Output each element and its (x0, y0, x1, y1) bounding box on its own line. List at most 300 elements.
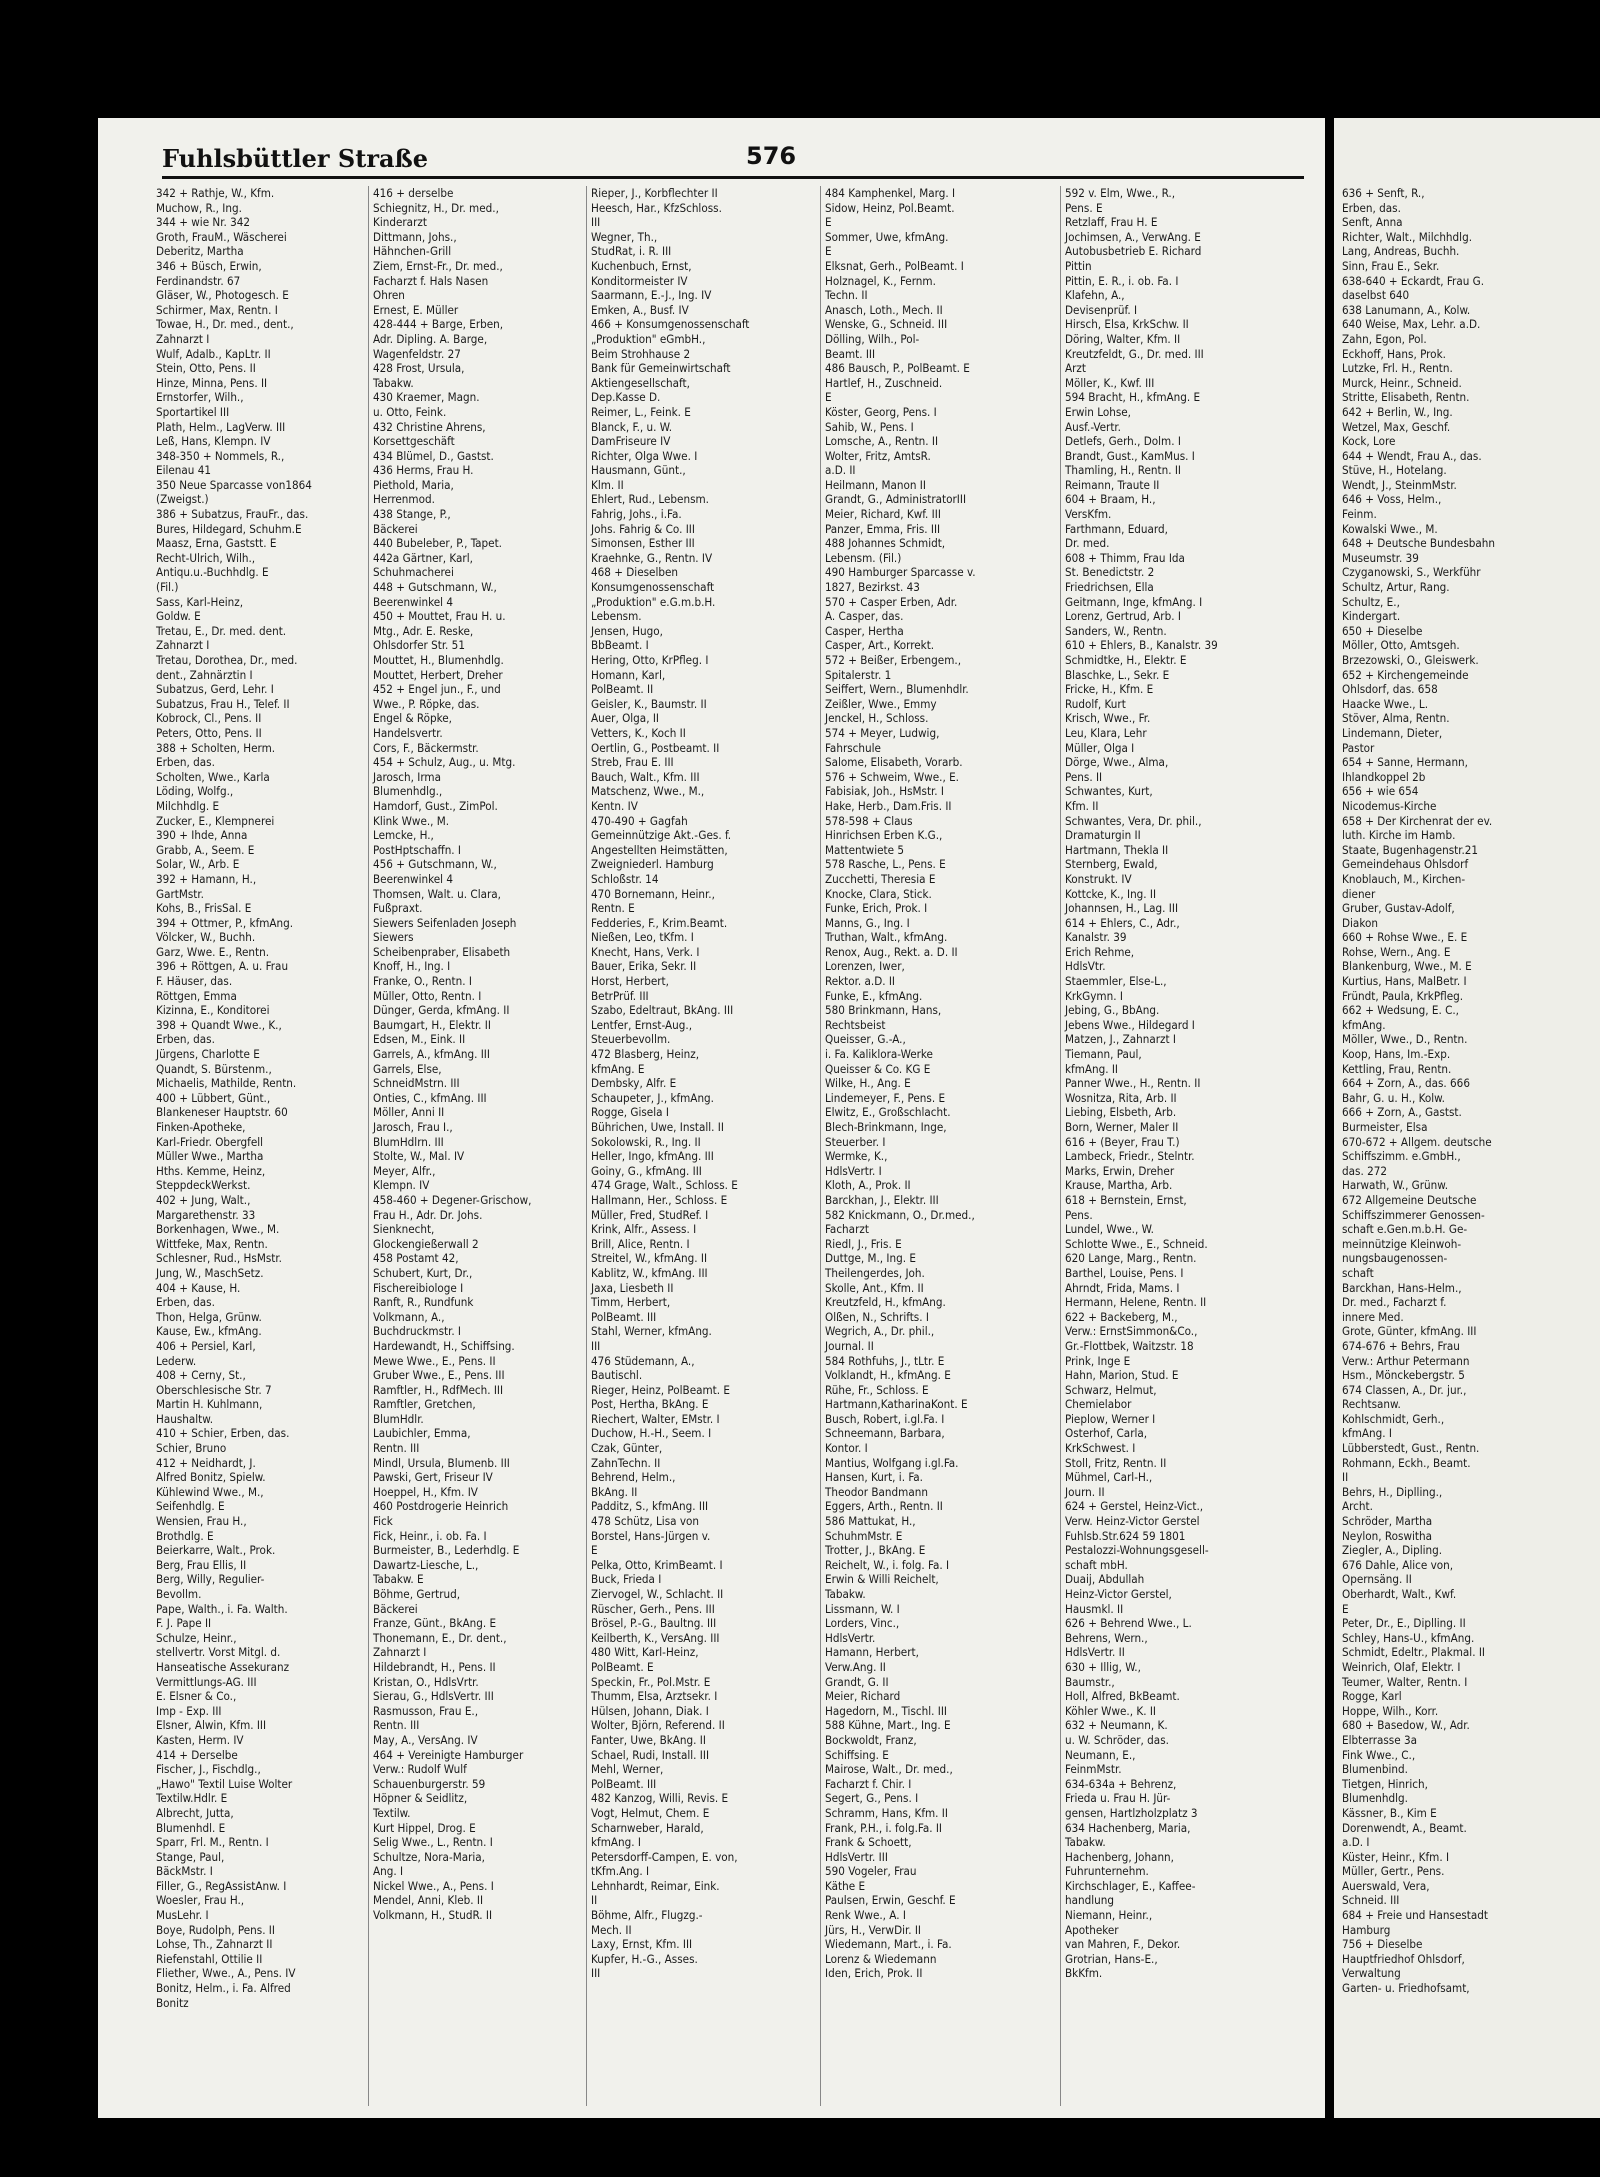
directory-entry: 644 + Wendt, Frau A., das. (1342, 448, 1482, 463)
directory-entry: Borkenhagen, Wwe., M. (156, 1222, 280, 1237)
directory-entry: HdlsVertr. II (1065, 1645, 1125, 1660)
directory-entry: Schultze, Nora-Maria, (373, 1849, 485, 1864)
directory-entry: II (591, 1893, 598, 1908)
directory-entry: Müller Wwe., Martha (156, 1149, 264, 1164)
directory-entry: 642 + Berlin, W., Ing. (1342, 404, 1453, 419)
directory-entry: Jarosch, Frau I., (373, 1120, 453, 1134)
directory-entry: 648 + Deutsche Bundesbahn (1342, 536, 1496, 551)
directory-entry: Cors, F., Bäckermstr. (373, 740, 479, 755)
directory-entry: Schaupeter, J., kfmAng. (591, 1090, 714, 1105)
directory-entry: 428-444 + Barge, Erben, (373, 317, 504, 332)
directory-entry: Bonitz (156, 1995, 189, 2010)
directory-entry: Lorders, Vinc., (825, 1616, 900, 1631)
directory-entry: „Hawo" Textil Luise Wolter (156, 1776, 293, 1791)
directory-entry: Pieplow, Werner I (1065, 1411, 1156, 1426)
directory-entry: Schirmer, Max, Rentn. I (156, 302, 278, 317)
directory-entry: Mouttet, Herbert, Dreher (373, 667, 503, 682)
directory-entry: Textilw.Hdlr. E (156, 1791, 228, 1806)
directory-entry: Duaij, Abdullah (1065, 1572, 1145, 1587)
directory-entry: Marks, Erwin, Dreher (1065, 1163, 1175, 1178)
directory-entry: (Zweigst.) (156, 492, 209, 507)
directory-entry: 576 + Schweim, Wwe., E. (825, 769, 959, 784)
directory-entry: Möller, Wwe., D., Rentn. (1342, 1032, 1468, 1047)
directory-entry: 588 Kühne, Mart., Ing. E (825, 1718, 951, 1733)
directory-entry: Stritte, Elisabeth, Rentn. (1342, 390, 1470, 405)
directory-entry: Kause, Ew., kfmAng. (156, 1324, 262, 1339)
directory-entry: Saarmann, E.-J., Ing. IV (591, 288, 712, 303)
directory-entry: Subatzus, Frau H., Telef. II (156, 696, 290, 711)
directory-entry: das. 272 (1342, 1163, 1387, 1178)
directory-entry: Lomsche, A., Rentn. II (825, 434, 939, 449)
directory-entry: Garrels, Else, (373, 1061, 442, 1076)
directory-entry: Böhme, Gertrud, (373, 1587, 461, 1601)
directory-entry: Mewe Wwe., E., Pens. II (373, 1353, 496, 1368)
directory-entry: „Produktion" eGmbH., (591, 331, 706, 346)
directory-entry: 586 Mattukat, H., (825, 1514, 916, 1529)
directory-entry: Pens. II (1065, 769, 1103, 784)
directory-entry: Scheibenpraber, Elisabeth (373, 944, 511, 959)
directory-entry: Streitel, W., kfmAng. II (591, 1251, 708, 1266)
directory-entry: E (825, 244, 832, 259)
directory-entry: F. Häuser, das. (156, 974, 233, 989)
directory-entry: Hausmkl. II (1065, 1601, 1124, 1616)
directory-entry: Klafehn, A., (1065, 288, 1125, 303)
directory-entry: Emken, A., Busf. IV (591, 302, 689, 317)
directory-entry: Neumann, E., (1065, 1747, 1136, 1762)
directory-entry: Schauenburgerstr. 59 (373, 1776, 486, 1791)
directory-entry: schaft mbH. (1065, 1557, 1128, 1572)
directory-entry: Scharnweber, Harald, (591, 1820, 704, 1835)
directory-entry: 640 Weise, Max, Lehr. a.D. (1342, 317, 1481, 332)
directory-entry: Journal. II (825, 1338, 874, 1353)
directory-entry: II (1342, 1470, 1349, 1485)
directory-entry: 474 Grage, Walt., Schloss. E (591, 1178, 738, 1193)
directory-entry: 486 Bausch, P., PolBeamt. E (825, 361, 970, 376)
directory-entry: Czyganowski, S., Werkführ (1342, 565, 1481, 580)
directory-entry: 410 + Schier, Erben, das. (156, 1426, 290, 1441)
directory-entry: 578-598 + Claus (825, 813, 913, 828)
directory-entry: VersKfm. (1065, 507, 1112, 522)
directory-entry: Panner Wwe., H., Rentn. II (1065, 1076, 1201, 1091)
directory-entry: Finken-Apotheke, (156, 1120, 246, 1134)
directory-entry: Fründt, Paula, KrkPfleg. (1342, 988, 1464, 1003)
directory-entry: Goiny, G., kfmAng. III (591, 1163, 702, 1178)
directory-entry: 412 + Neidhardt, J. (156, 1455, 256, 1470)
directory-entry: 438 Stange, P., (373, 507, 451, 522)
directory-entry: Müller, Gertr., Pens. (1342, 1864, 1445, 1879)
directory-entry: Rektor. a.D. II (825, 974, 896, 989)
directory-entry: Glockengießerwall 2 (373, 1236, 479, 1251)
directory-entry: Friedrichsen, Ella (1065, 580, 1154, 595)
directory-entry: 622 + Backeberg, M., (1065, 1309, 1178, 1324)
directory-entry: Kinderarzt (373, 215, 427, 230)
directory-page (98, 118, 1325, 2118)
directory-entry: 398 + Quandt Wwe., K., (156, 1017, 282, 1032)
directory-entry: Holznagel, K., Fernm. (825, 273, 936, 288)
directory-entry: Baumgart, H., Elektr. II (373, 1017, 491, 1032)
directory-entry: Mindl, Ursula, Blumenb. III (373, 1455, 510, 1470)
directory-entry: 392 + Hamann, H., (156, 871, 257, 886)
directory-entry: Zucker, E., Klempnerei (156, 813, 275, 828)
directory-entry: Brzezowski, O., Gleiswerk. (1342, 653, 1479, 667)
directory-entry: Adr. Dipling. A. Barge, (373, 331, 488, 346)
directory-entry: Sidow, Heinz, Pol.Beamt. (825, 200, 955, 215)
directory-entry: Dittmann, Johs., (373, 229, 457, 244)
directory-entry: Müller, Fred, StudRef. I (591, 1207, 709, 1222)
directory-entry: Oberschlesische Str. 7 (156, 1382, 272, 1397)
directory-entry: Barckhan, Hans-Helm., (1342, 1280, 1462, 1295)
directory-entry: Küster, Heinr., Kfm. I (1342, 1849, 1450, 1864)
directory-entry: Stein, Otto, Pens. II (156, 361, 256, 376)
directory-entry: Tietgen, Hinrich, (1342, 1776, 1428, 1791)
directory-entry: Schröder, Martha (1342, 1514, 1433, 1529)
directory-entry: Neylon, Roswitha (1342, 1528, 1432, 1543)
directory-entry: Kasten, Herm. IV (156, 1732, 244, 1747)
directory-entry: u. W. Schröder, das. (1065, 1732, 1169, 1747)
directory-entry: Bauch, Walt., Kfm. III (591, 769, 700, 784)
directory-entry: handlung (1065, 1893, 1114, 1908)
directory-entry: Kontor. I (825, 1441, 868, 1456)
directory-entry: Deberitz, Martha (156, 244, 244, 259)
directory-entry: 632 + Neumann, K. (1065, 1718, 1168, 1733)
directory-entry: Olßen, N., Schrifts. I (825, 1309, 929, 1324)
next-page-column (1334, 186, 1592, 2106)
directory-entry: Mehl, Werner, (591, 1762, 664, 1777)
directory-entry: 346 + Büsch, Erwin, (156, 258, 262, 273)
directory-entry: Schneid. III (1342, 1893, 1400, 1908)
directory-entry: Pastor (1342, 740, 1375, 755)
header-rule (162, 176, 1304, 179)
directory-entry: Lentfer, Ernst-Aug., (591, 1017, 693, 1032)
directory-entry: Casper, Hertha (825, 623, 904, 638)
directory-entry: Schramm, Hans, Kfm. II (825, 1805, 948, 1820)
directory-entry: Ohren (373, 288, 405, 303)
directory-entry: 638 Lanumann, A., Kolw. (1342, 302, 1471, 317)
directory-entry: Haushaltw. (156, 1411, 214, 1426)
directory-entry: 478 Schütz, Lisa von (591, 1514, 699, 1529)
directory-entry: Lebensm. (591, 609, 642, 624)
directory-entry: 652 + Kirchengemeinde (1342, 667, 1469, 682)
directory-entry: Hoppe, Wilh., Korr. (1342, 1703, 1439, 1718)
directory-entry: Hartmann,KatharinaKont. E (825, 1397, 968, 1412)
directory-entry: Tabakw. (1065, 1835, 1106, 1850)
directory-entry: Funke, E., kfmAng. (825, 988, 923, 1003)
directory-entry: HdlsVertr. III (825, 1849, 888, 1864)
directory-entry: SchuhmMstr. E (825, 1528, 903, 1543)
directory-entry: Nickel Wwe., A., Pens. I (373, 1878, 494, 1893)
directory-entry: Kottcke, K., Ing. II (1065, 886, 1157, 901)
directory-entry: 434 Blümel, D., Gastst. (373, 448, 494, 463)
directory-entry: Wosnitza, Rita, Arb. II (1065, 1090, 1177, 1105)
directory-entry: Eckhoff, Hans, Prok. (1342, 346, 1446, 361)
directory-entry: Lederw. (156, 1353, 197, 1368)
directory-entry: Vogt, Helmut, Chem. E (591, 1805, 710, 1820)
directory-entry: Röttgen, Emma (156, 988, 237, 1003)
directory-entry: Nicodemus-Kirche (1342, 798, 1437, 813)
directory-entry: Knoff, H., Ing. I (373, 959, 451, 974)
directory-entry: Ramftler, H., RdfMech. III (373, 1382, 504, 1397)
directory-entry: Kirchschlager, E., Kaffee- (1065, 1878, 1196, 1893)
directory-entry: Haacke Wwe., L. (1342, 696, 1429, 711)
directory-entry: Dölling, Wilh., Pol- (825, 331, 920, 346)
directory-entry: Prink, Inge E (1065, 1353, 1131, 1368)
directory-entry: E (1342, 1601, 1349, 1616)
directory-entry: Kloth, A., Prok. II (825, 1178, 911, 1193)
directory-entry: 490 Hamburger Sparcasse v. (825, 565, 976, 580)
directory-entry: Konditormeister IV (591, 273, 688, 288)
directory-entry: Engel & Röpke, (373, 711, 452, 726)
directory-entry: Kettling, Frau, Rentn. (1342, 1061, 1452, 1076)
directory-entry: 674-676 + Behrs, Frau (1342, 1338, 1460, 1353)
directory-entry: Panzer, Emma, Fris. III (825, 521, 941, 536)
directory-entry: III (591, 215, 601, 230)
directory-entry: Techn. II (825, 288, 868, 303)
directory-entry: 402 + Jung, Walt., (156, 1192, 251, 1207)
directory-entry: Mühmel, Carl-H., (1065, 1470, 1153, 1485)
directory-entry: Angestellten Heimstätten, (591, 842, 728, 857)
directory-entry: Beerenwinkel 4 (373, 871, 453, 886)
directory-entry: Woesler, Frau H., (156, 1893, 245, 1908)
directory-entry: Beamt. III (825, 346, 876, 361)
directory-entry: Beim Strohhause 2 (591, 346, 691, 361)
directory-entry: Fick (373, 1514, 393, 1529)
directory-entry: Garrels, A., kfmAng. III (373, 1047, 490, 1062)
directory-entry: a.D. II (825, 463, 856, 478)
directory-entry: Hamdorf, Gust., ZimPol. (373, 798, 498, 813)
directory-entry: 436 Herms, Frau H. (373, 463, 474, 478)
directory-entry: 638-640 + Eckardt, Frau G. (1342, 273, 1485, 288)
directory-entry: Möller, K., Kwf. III (1065, 375, 1155, 390)
directory-entry: Diakon (1342, 915, 1378, 930)
directory-entry: Zahn, Egon, Pol. (1342, 331, 1427, 346)
directory-entry: 440 Bubeleber, P., Tapet. (373, 536, 502, 551)
directory-entry: Dünger, Gerda, kfmAng. II (373, 1003, 510, 1018)
directory-entry: 666 + Zorn, A., Gastst. (1342, 1105, 1462, 1120)
directory-entry: Köhler Wwe., K. II (1065, 1703, 1156, 1718)
directory-entry: Kurtius, Hans, MalBetr. I (1342, 974, 1467, 989)
directory-entry: Dr. med. (1065, 536, 1110, 551)
directory-entry: Grandt, G., AdministratorIII (825, 492, 967, 507)
directory-entry: Jaxa, Liesbeth II (591, 1280, 674, 1295)
directory-entry: Franze, Günt., BkAng. E (373, 1616, 497, 1631)
directory-entry: Brösel, P.-G., Baultng. III (591, 1616, 717, 1631)
directory-entry: Plath, Helm., LagVerw. III (156, 419, 286, 434)
directory-entry: Thamling, H., Rentn. II (1065, 463, 1181, 478)
directory-entry: Tretau, E., Dr. med. dent. (156, 623, 287, 638)
directory-entry: Lang, Andreas, Buchh. (1342, 244, 1460, 259)
directory-entry: Wagenfeldstr. 27 (373, 346, 461, 361)
directory-entry: Osterhof, Carla, (1065, 1426, 1148, 1441)
directory-entry: Hauptfriedhof Ohlsdorf, (1342, 1951, 1465, 1966)
directory-entry: Duchow, H.-H., Seem. I (591, 1426, 712, 1441)
directory-entry: 608 + Thimm, Frau Ida (1065, 550, 1185, 565)
directory-entry: Senft, Anna (1342, 215, 1403, 230)
directory-entry: kfmAng. I (591, 1835, 641, 1850)
directory-entry: Ihlandkoppel 2b (1342, 769, 1426, 784)
directory-entry: Hamann, Herbert, (825, 1645, 919, 1660)
directory-entry: Döring, Walter, Kfm. II (1065, 331, 1181, 346)
directory-entry: Zahnarzt I (156, 638, 210, 653)
directory-entry: Hering, Otto, KrPfleg. I (591, 653, 709, 667)
directory-entry: a.D. I (1342, 1835, 1370, 1850)
directory-entry: 572 + Beißer, Erbengem., (825, 653, 962, 667)
directory-entry: 584 Rothfuhs, J., tLtr. E (825, 1353, 945, 1368)
directory-entry: Fabisiak, Joh., HsMstr. I (825, 784, 944, 799)
directory-entry: Berg, Frau Ellis, II (156, 1557, 247, 1572)
directory-entry: Kraehnke, G., Rentn. IV (591, 550, 713, 565)
directory-entry: Sass, Karl-Heinz, (156, 594, 244, 609)
directory-entry: Recht-Ulrich, Wilh., (156, 550, 256, 565)
directory-entry: Schmidt, Edeltr., Plakmal. II (1342, 1645, 1485, 1660)
directory-entry: Eilenau 41 (156, 463, 212, 478)
directory-entry: SchneidMstrn. III (373, 1076, 460, 1091)
directory-entry: 428 Frost, Ursula, (373, 361, 465, 376)
directory-entry: Jenckel, H., Schloss. (825, 711, 929, 726)
directory-entry: 670-672 + Allgem. deutsche (1342, 1134, 1492, 1149)
directory-entry: Kock, Lore (1342, 434, 1396, 449)
directory-entry: Filler, G., RegAssistAnw. I (156, 1878, 287, 1893)
directory-entry: dent., Zahnärztin I (156, 667, 253, 682)
directory-entry: Rohse, Wern., Ang. E (1342, 944, 1451, 959)
directory-entry: Gemeindehaus Ohlsdorf (1342, 857, 1469, 872)
directory-entry: Verw.: Rudolf Wulf (373, 1762, 467, 1777)
directory-entry: 634-634a + Behrenz, (1065, 1776, 1177, 1791)
directory-entry: luth. Kirche im Hamb. (1342, 828, 1456, 843)
directory-entry: Boye, Rudolph, Pens. II (156, 1922, 275, 1937)
directory-entry: 624 + Gerstel, Heinz-Vict., (1065, 1499, 1204, 1514)
directory-entry: Selig Wwe., L., Rentn. I (373, 1835, 493, 1850)
directory-entry: 664 + Zorn, A., das. 666 (1342, 1076, 1470, 1091)
directory-entry: SteppdeckWerkst. (156, 1178, 251, 1193)
directory-entry: tKfm.Ang. I (591, 1864, 650, 1879)
directory-entry: 452 + Engel jun., F., und (373, 682, 501, 697)
directory-entry: Fischer, J., Fischdlg., (156, 1762, 261, 1777)
directory-entry: 442a Gärtner, Karl, (373, 550, 473, 565)
directory-entry: Meyer, Alfr., (373, 1163, 436, 1178)
directory-entry: Köster, Georg, Pens. I (825, 404, 937, 419)
directory-entry: Imp - Exp. III (156, 1703, 222, 1718)
directory-entry: Manns, G., Ing. I (825, 915, 910, 930)
directory-entry: Fricke, H., Kfm. E (1065, 682, 1154, 697)
directory-entry: Oberhardt, Walt., Kwf. (1342, 1587, 1457, 1601)
directory-entry: Gr.-Flottbek, Waitzstr. 18 (1065, 1338, 1194, 1353)
directory-entry: Trotter, J., BkAng. E (825, 1543, 926, 1558)
directory-entry: Goldw. E (156, 609, 201, 624)
directory-entry: Zahnarzt I (156, 331, 210, 346)
directory-entry: Pens. (1065, 1207, 1093, 1222)
directory-entry: Schwarz, Helmut, (1065, 1382, 1157, 1397)
directory-entry: Hartmann, Thekla II (1065, 842, 1169, 857)
directory-entry: 650 + Dieselbe (1342, 623, 1423, 638)
directory-entry: MusLehr. I (156, 1908, 209, 1923)
directory-entry: Pens. E (1065, 200, 1103, 215)
directory-entry: Johannsen, H., Lag. III (1065, 901, 1179, 916)
directory-entry: Rieger, Heinz, PolBeamt. E (591, 1382, 730, 1397)
directory-entry: PostHptschaffn. I (373, 842, 462, 857)
directory-entry: Konsumgenossenschaft (591, 580, 715, 595)
directory-entry: 616 + (Beyer, Frau T.) (1065, 1134, 1180, 1149)
directory-entry: Segert, G., Pens. I (825, 1791, 919, 1806)
directory-entry: Buchdruckmstr. I (373, 1324, 462, 1339)
directory-entry: Devisenprüf. I (1065, 302, 1138, 317)
directory-entry: Laubichler, Emma, (373, 1426, 471, 1441)
directory-entry: 480 Witt, Karl-Heinz, (591, 1645, 699, 1660)
directory-entry: Holl, Alfred, BkBeamt. (1065, 1689, 1180, 1704)
directory-entry: Verwaltung (1342, 1966, 1401, 1981)
directory-entry: Wendt, J., SteinmMstr. (1342, 477, 1457, 492)
directory-entry: Schwantes, Vera, Dr. phil., (1065, 813, 1202, 828)
directory-entry: Onties, C., kfmAng. III (373, 1090, 487, 1105)
directory-entry: E (591, 1543, 598, 1558)
directory-entry: Edsen, M., Eink. II (373, 1032, 466, 1047)
directory-entry: Pawski, Gert, Friseur IV (373, 1470, 493, 1485)
directory-entry: Harwath, W., Grünw. (1342, 1178, 1449, 1193)
directory-entry: Blumenhdl. E (156, 1820, 226, 1835)
directory-entry: Ferdinandstr. 67 (156, 273, 241, 288)
directory-entry: Iden, Erich, Prok. II (825, 1966, 923, 1981)
directory-entry: Subatzus, Gerd, Lehr. I (156, 682, 274, 697)
directory-entry: Lutzke, Frl. H., Rentn. (1342, 361, 1453, 376)
directory-entry: 1827, Bezirkst. 43 (825, 580, 920, 595)
directory-entry: Theilengerdes, Joh. (825, 1265, 925, 1280)
directory-entry: Peters, Otto, Pens. II (156, 725, 262, 740)
directory-entry: Sternberg, Ewald, (1065, 857, 1158, 872)
directory-entry: (Fil.) (156, 580, 179, 595)
page-header (162, 140, 1302, 178)
directory-entry: E (825, 390, 832, 405)
directory-entry: Blumenhdlg., (373, 784, 443, 799)
directory-entry: Stüve, H., Hotelang. (1342, 463, 1447, 478)
directory-entry: 756 + Dieselbe (1342, 1937, 1423, 1952)
directory-entry: 590 Vogeler, Frau (825, 1864, 917, 1879)
directory-entry: Kfm. II (1065, 798, 1099, 813)
directory-entry: Blumenhdlg. (1342, 1791, 1408, 1806)
directory-entry: Grote, Günter, kfmAng. III (1342, 1324, 1477, 1339)
directory-entry: Laxy, Ernst, Kfm. III (591, 1937, 693, 1952)
directory-entry: Maasz, Erna, Gaststt. E (156, 536, 277, 551)
directory-entry: Klempn. IV (373, 1178, 430, 1193)
directory-entry: Nießen, Leo, tKfm. I (591, 930, 694, 945)
directory-entry: BäckMstr. I (156, 1864, 213, 1879)
directory-entry: Behrend, Helm., (591, 1470, 676, 1485)
directory-entry: stellvertr. Vorst Mitgl. d. (156, 1645, 281, 1660)
directory-entry: Kohlschmidt, Gerh., (1342, 1411, 1445, 1426)
directory-entry: Ziem, Ernst-Fr., Dr. med., (373, 258, 503, 273)
directory-entry: Dembsky, Alfr. E (591, 1076, 677, 1091)
directory-entry: Bauer, Erika, Sekr. II (591, 959, 697, 974)
directory-entry: Elbterrasse 3a (1342, 1732, 1418, 1747)
directory-entry: 636 + Senft, R., (1342, 186, 1425, 200)
directory-entry: Burmeister, Elsa (1342, 1120, 1428, 1134)
directory-entry: Kindergart. (1342, 609, 1401, 624)
directory-entry: diener (1342, 886, 1376, 901)
directory-entry: Bonitz, Helm., i. Fa. Alfred (156, 1981, 291, 1996)
directory-entry: schaft e.Gen.m.b.H. Ge- (1342, 1222, 1468, 1237)
directory-entry: Lebensm. (Fil.) (825, 550, 902, 565)
directory-entry: Thonemann, E., Dr. dent., (373, 1630, 507, 1645)
directory-entry: Blankenburg, Wwe., M. E (1342, 959, 1472, 974)
directory-entry: Erich Rehme, (1065, 944, 1135, 959)
directory-entry: Dorenwendt, A., Beamt. (1342, 1820, 1467, 1835)
directory-entry: 430 Kraemer, Magn. (373, 390, 480, 405)
directory-entry: Knocke, Clara, Stick. (825, 886, 932, 901)
directory-entry: 610 + Ehlers, B., Kanalstr. 39 (1065, 638, 1218, 653)
directory-entry: Petersdorff-Campen, E. von, (591, 1849, 738, 1864)
directory-entry: Volklandt, H., kfmAng. E (825, 1368, 951, 1383)
directory-entry: Apotheker (1065, 1922, 1119, 1937)
directory-entry: Vermittlungs-AG. III (156, 1674, 257, 1689)
directory-entry: Jebing, G., BbAng. (1065, 1003, 1160, 1018)
